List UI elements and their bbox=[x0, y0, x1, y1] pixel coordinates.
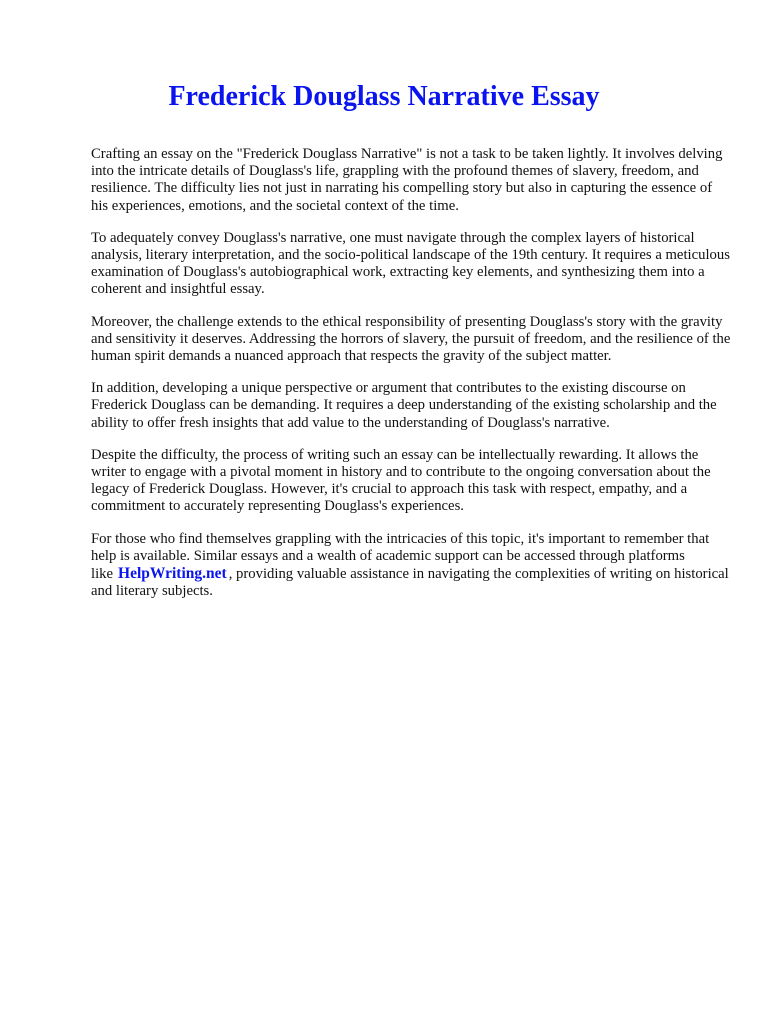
paragraph-4: In addition, developing a unique perspective or argument that contributes to the existing discourse on Frederick Douglass can be demanding. It requires a deep understanding of the existing scholarship and the ability to offer fresh insights that add value to the understanding of Douglass's narrative. bbox=[91, 380, 717, 431]
paragraph-6-text-before: For those who find themselves grappling with the intricacies of this topic, it's important to remember that help is available. Similar essays and a wealth of academic support can be accessed through platforms like bbox=[91, 530, 710, 583]
page-title: Frederick Douglass Narrative Essay bbox=[168, 81, 600, 112]
paragraph-5: Despite the difficulty, the process of writing such an essay can be intellectually rewarding. It allows the writer to engage with a pivotal moment in history and to contribute to the ongoing conversation about the legacy of Frederick Douglass. However, it's crucial to approach this task with respect, empathy, and a commitment to accurately representing Douglass's experiences. bbox=[91, 446, 711, 515]
paragraph-1: Crafting an essay on the "Frederick Douglass Narrative" is not a task to be taken lightly. It involves delving into the intricate details of Douglass's life, grappling with the profound themes of slavery, freedom, and resilience. The difficulty lies not just in narrating his compelling story but also in capturing the essence of his experiences, emotions, and the societal context of the time. bbox=[91, 146, 723, 214]
paragraph-2: To adequately convey Douglass's narrative, one must navigate through the complex layers of historical analysis, literary interpretation, and the socio-political landscape of the 19th century. It requires a meticulous examination of Douglass's autobiographical work, extracting key elements, and synthesizing them into a coherent and insightful essay. bbox=[91, 229, 730, 298]
paragraph-3: Moreover, the challenge extends to the ethical responsibility of presenting Douglass's story with the gravity and sensitivity it deserves. Addressing the horrors of slavery, the pursuit of freedom, and the resilience of the human spirit demands a nuanced approach that respects the gravity of the subject matter. bbox=[91, 313, 731, 365]
essay-body bbox=[91, 146, 731, 615]
paragraph-6 bbox=[91, 531, 731, 601]
helpwriting-link[interactable]: HelpWriting.net bbox=[118, 565, 227, 583]
paragraph-6-text-after: , providing valuable assistance in navigating the complexities of writing on historical and literary subjects. bbox=[91, 566, 729, 600]
